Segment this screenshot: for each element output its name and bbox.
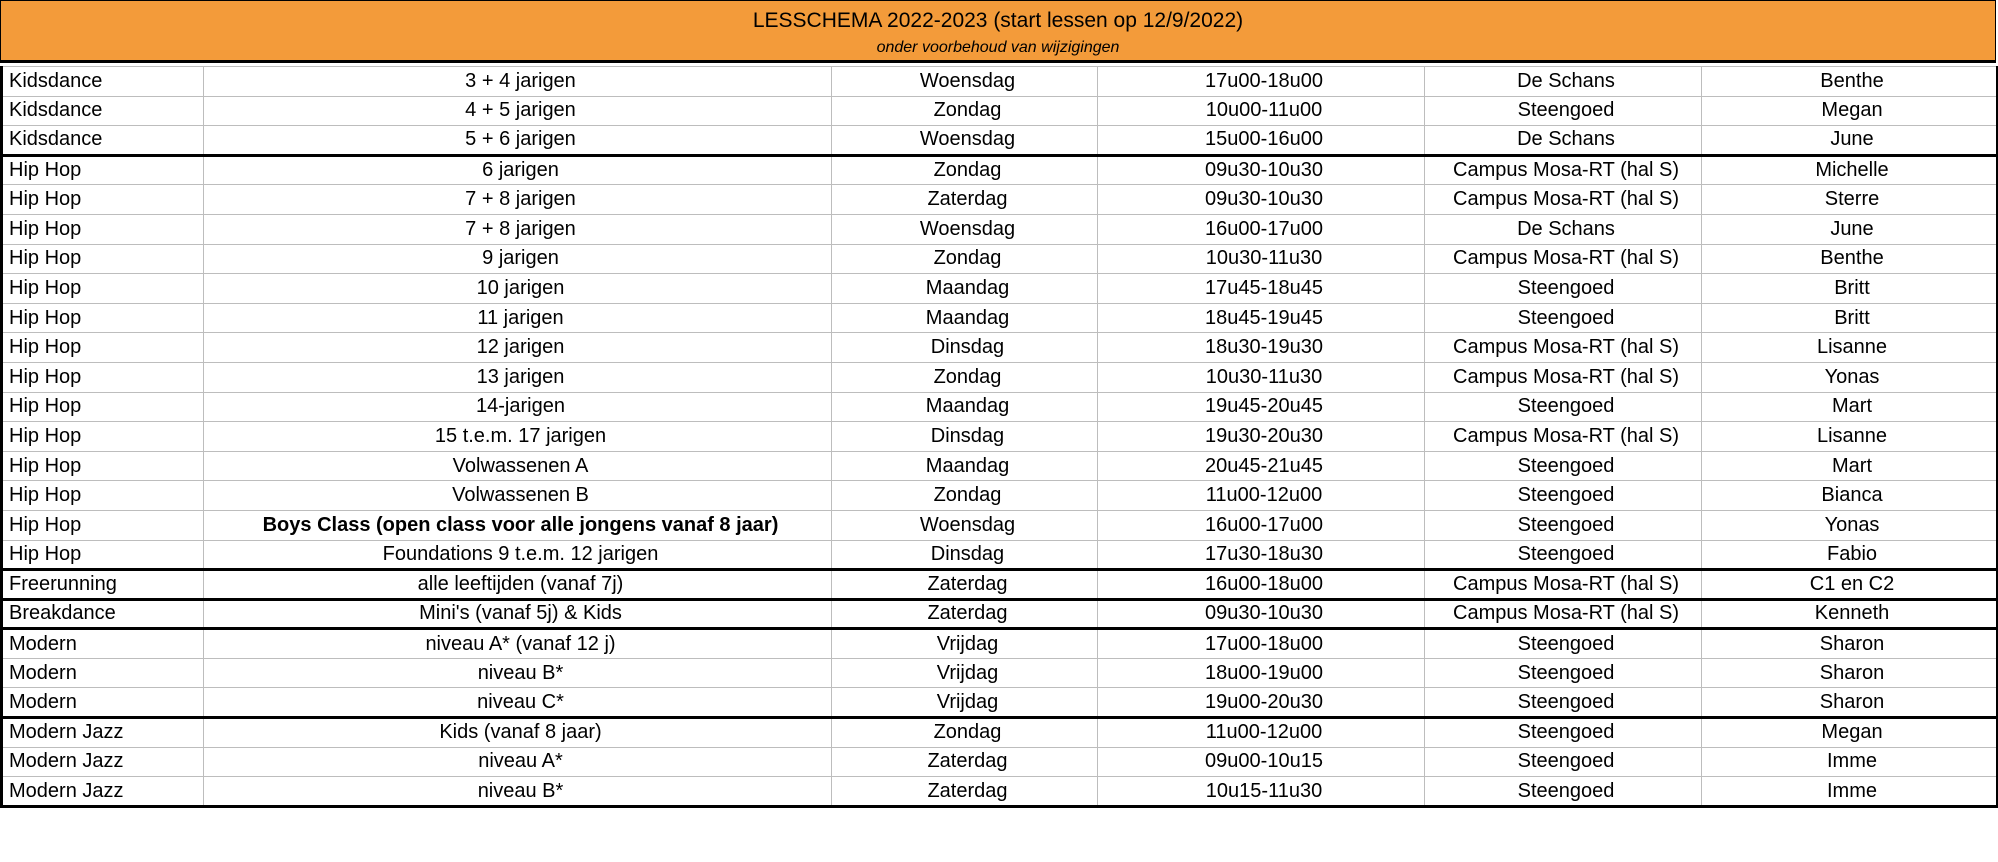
cell-day[interactable]: Woensdag — [832, 510, 1098, 540]
cell-time[interactable]: 10u30-11u30 — [1098, 362, 1425, 392]
table-row — [2, 244, 1998, 274]
cell-time[interactable]: 17u30-18u30 — [1098, 540, 1425, 570]
cell-location[interactable]: Campus Mosa-RT (hal S) — [1425, 333, 1702, 363]
cell-style[interactable]: Modern — [2, 658, 204, 688]
cell-group[interactable]: 10 jarigen — [204, 274, 832, 304]
cell-group[interactable]: Volwassenen A — [204, 451, 832, 481]
cell-teacher[interactable]: Megan — [1702, 718, 1998, 748]
cell-teacher[interactable]: Fabio — [1702, 540, 1998, 570]
cell-location[interactable]: Steengoed — [1425, 688, 1702, 718]
cell-time[interactable]: 11u00-12u00 — [1098, 718, 1425, 748]
cell-location[interactable]: Steengoed — [1425, 96, 1702, 126]
cell-time[interactable]: 18u30-19u30 — [1098, 333, 1425, 363]
cell-day[interactable]: Maandag — [832, 392, 1098, 422]
cell-day[interactable]: Zondag — [832, 96, 1098, 126]
cell-style[interactable]: Kidsdance — [2, 126, 204, 156]
cell-teacher[interactable]: June — [1702, 126, 1998, 156]
table-row — [2, 422, 1998, 452]
cell-day[interactable]: Woensdag — [832, 67, 1098, 97]
schedule-title: LESSCHEMA 2022-2023 (start lessen op 12/9/2022) — [752, 9, 1244, 32]
cell-teacher[interactable]: Britt — [1702, 303, 1998, 333]
table-row — [2, 658, 1998, 688]
cell-group[interactable]: Kids (vanaf 8 jaar) — [204, 718, 832, 748]
cell-group[interactable]: 7 + 8 jarigen — [204, 214, 832, 244]
cell-teacher[interactable]: Megan — [1702, 96, 1998, 126]
cell-location[interactable]: Steengoed — [1425, 274, 1702, 304]
cell-day[interactable]: Vrijdag — [832, 629, 1098, 659]
cell-location[interactable]: Campus Mosa-RT (hal S) — [1425, 185, 1702, 215]
cell-day[interactable]: Dinsdag — [832, 333, 1098, 363]
table-row — [2, 540, 1998, 570]
cell-time[interactable]: 09u30-10u30 — [1098, 185, 1425, 215]
cell-day[interactable]: Maandag — [832, 274, 1098, 304]
cell-style[interactable]: Hip Hop — [2, 540, 204, 570]
cell-style[interactable]: Hip Hop — [2, 214, 204, 244]
cell-style[interactable]: Hip Hop — [2, 185, 204, 215]
cell-group[interactable]: niveau B* — [204, 777, 832, 807]
cell-location[interactable]: Campus Mosa-RT (hal S) — [1425, 155, 1702, 185]
table-row — [2, 510, 1998, 540]
cell-time[interactable]: 10u30-11u30 — [1098, 244, 1425, 274]
table-row — [2, 629, 1998, 659]
table-row — [2, 155, 1998, 185]
cell-location[interactable]: Campus Mosa-RT (hal S) — [1425, 244, 1702, 274]
cell-teacher[interactable]: Lisanne — [1702, 422, 1998, 452]
cell-group[interactable]: 7 + 8 jarigen — [204, 185, 832, 215]
cell-group[interactable]: 13 jarigen — [204, 362, 832, 392]
cell-teacher[interactable]: Sharon — [1702, 658, 1998, 688]
cell-teacher[interactable]: Sharon — [1702, 629, 1998, 659]
cell-time[interactable]: 16u00-18u00 — [1098, 570, 1425, 600]
cell-style[interactable]: Modern Jazz — [2, 747, 204, 777]
schedule-table — [0, 66, 1998, 808]
cell-style[interactable]: Freerunning — [2, 570, 204, 600]
cell-day[interactable]: Woensdag — [832, 214, 1098, 244]
table-row — [2, 67, 1998, 97]
cell-day[interactable]: Zondag — [832, 362, 1098, 392]
cell-day[interactable]: Zaterdag — [832, 777, 1098, 807]
table-row — [2, 747, 1998, 777]
table-row — [2, 777, 1998, 807]
schedule-header[interactable] — [0, 0, 1996, 63]
cell-time[interactable]: 16u00-17u00 — [1098, 510, 1425, 540]
cell-location[interactable]: Steengoed — [1425, 658, 1702, 688]
cell-time[interactable]: 20u45-21u45 — [1098, 451, 1425, 481]
cell-location[interactable]: Steengoed — [1425, 747, 1702, 777]
cell-teacher[interactable]: Mart — [1702, 451, 1998, 481]
cell-location[interactable]: Steengoed — [1425, 303, 1702, 333]
cell-group[interactable]: alle leeftijden (vanaf 7j) — [204, 570, 832, 600]
schedule-subtitle: onder voorbehoud van wijzigingen — [876, 39, 1120, 56]
cell-time[interactable]: 19u45-20u45 — [1098, 392, 1425, 422]
cell-time[interactable]: 11u00-12u00 — [1098, 481, 1425, 511]
cell-style[interactable]: Hip Hop — [2, 244, 204, 274]
cell-style[interactable]: Hip Hop — [2, 510, 204, 540]
table-row — [2, 718, 1998, 748]
cell-teacher[interactable]: Yonas — [1702, 362, 1998, 392]
cell-day[interactable]: Vrijdag — [832, 658, 1098, 688]
cell-style[interactable]: Hip Hop — [2, 274, 204, 304]
cell-location[interactable]: De Schans — [1425, 126, 1702, 156]
cell-group[interactable]: 5 + 6 jarigen — [204, 126, 832, 156]
cell-time[interactable]: 19u30-20u30 — [1098, 422, 1425, 452]
cell-day[interactable]: Vrijdag — [832, 688, 1098, 718]
cell-day[interactable]: Dinsdag — [832, 422, 1098, 452]
cell-teacher[interactable]: Kenneth — [1702, 599, 1998, 629]
cell-group[interactable]: 11 jarigen — [204, 303, 832, 333]
cell-time[interactable]: 17u00-18u00 — [1098, 67, 1425, 97]
cell-location[interactable]: Campus Mosa-RT (hal S) — [1425, 570, 1702, 600]
cell-time[interactable]: 09u30-10u30 — [1098, 599, 1425, 629]
cell-teacher[interactable]: Mart — [1702, 392, 1998, 422]
table-row — [2, 688, 1998, 718]
cell-style[interactable]: Kidsdance — [2, 96, 204, 126]
cell-time[interactable]: 18u00-19u00 — [1098, 658, 1425, 688]
cell-day[interactable]: Zondag — [832, 155, 1098, 185]
cell-style[interactable]: Modern Jazz — [2, 718, 204, 748]
cell-location[interactable]: Steengoed — [1425, 777, 1702, 807]
cell-location[interactable]: Steengoed — [1425, 481, 1702, 511]
cell-day[interactable]: Zondag — [832, 718, 1098, 748]
cell-group[interactable]: Boys Class (open class voor alle jongens vanaf 8 jaar) — [204, 510, 832, 540]
cell-location[interactable]: Steengoed — [1425, 718, 1702, 748]
cell-group[interactable]: Volwassenen B — [204, 481, 832, 511]
cell-location[interactable]: Steengoed — [1425, 451, 1702, 481]
cell-location[interactable]: Steengoed — [1425, 392, 1702, 422]
cell-location[interactable]: Steengoed — [1425, 510, 1702, 540]
cell-teacher[interactable]: June — [1702, 214, 1998, 244]
cell-style[interactable]: Hip Hop — [2, 333, 204, 363]
cell-day[interactable]: Maandag — [832, 303, 1098, 333]
cell-group[interactable]: 9 jarigen — [204, 244, 832, 274]
cell-style[interactable]: Modern — [2, 688, 204, 718]
table-row — [2, 214, 1998, 244]
cell-group[interactable]: 15 t.e.m. 17 jarigen — [204, 422, 832, 452]
cell-teacher[interactable]: Britt — [1702, 274, 1998, 304]
cell-style[interactable]: Hip Hop — [2, 481, 204, 511]
cell-style[interactable]: Modern — [2, 629, 204, 659]
cell-style[interactable]: Hip Hop — [2, 451, 204, 481]
cell-group[interactable]: Mini's (vanaf 5j) & Kids — [204, 599, 832, 629]
cell-day[interactable]: Woensdag — [832, 126, 1098, 156]
cell-group[interactable]: 6 jarigen — [204, 155, 832, 185]
cell-day[interactable]: Zaterdag — [832, 599, 1098, 629]
cell-style[interactable]: Hip Hop — [2, 362, 204, 392]
table-row — [2, 303, 1998, 333]
cell-day[interactable]: Zaterdag — [832, 747, 1098, 777]
cell-group[interactable]: niveau A* (vanaf 12 j) — [204, 629, 832, 659]
cell-day[interactable]: Zondag — [832, 481, 1098, 511]
cell-group[interactable]: niveau C* — [204, 688, 832, 718]
cell-time[interactable]: 19u00-20u30 — [1098, 688, 1425, 718]
cell-time[interactable]: 15u00-16u00 — [1098, 126, 1425, 156]
cell-style[interactable]: Hip Hop — [2, 303, 204, 333]
table-row — [2, 333, 1998, 363]
cell-teacher[interactable]: Michelle — [1702, 155, 1998, 185]
schedule-rows — [2, 67, 1998, 807]
cell-location[interactable]: Campus Mosa-RT (hal S) — [1425, 599, 1702, 629]
table-row — [2, 481, 1998, 511]
cell-teacher[interactable]: Imme — [1702, 777, 1998, 807]
cell-time[interactable]: 17u00-18u00 — [1098, 629, 1425, 659]
cell-teacher[interactable]: Benthe — [1702, 67, 1998, 97]
table-row — [2, 451, 1998, 481]
cell-teacher[interactable]: Sterre — [1702, 185, 1998, 215]
cell-teacher[interactable]: Bianca — [1702, 481, 1998, 511]
cell-teacher[interactable]: Benthe — [1702, 244, 1998, 274]
cell-location[interactable]: Campus Mosa-RT (hal S) — [1425, 362, 1702, 392]
table-row — [2, 126, 1998, 156]
cell-group[interactable]: 12 jarigen — [204, 333, 832, 363]
cell-style[interactable]: Hip Hop — [2, 392, 204, 422]
cell-group[interactable]: 3 + 4 jarigen — [204, 67, 832, 97]
cell-day[interactable]: Maandag — [832, 451, 1098, 481]
cell-group[interactable]: 14-jarigen — [204, 392, 832, 422]
cell-group[interactable]: niveau A* — [204, 747, 832, 777]
cell-teacher[interactable]: Yonas — [1702, 510, 1998, 540]
cell-teacher[interactable]: Imme — [1702, 747, 1998, 777]
cell-time[interactable]: 09u30-10u30 — [1098, 155, 1425, 185]
cell-group[interactable]: niveau B* — [204, 658, 832, 688]
cell-time[interactable]: 10u15-11u30 — [1098, 777, 1425, 807]
cell-location[interactable]: De Schans — [1425, 67, 1702, 97]
cell-location[interactable]: De Schans — [1425, 214, 1702, 244]
cell-style[interactable]: Breakdance — [2, 599, 204, 629]
cell-day[interactable]: Dinsdag — [832, 540, 1098, 570]
cell-time[interactable]: 18u45-19u45 — [1098, 303, 1425, 333]
cell-time[interactable]: 16u00-17u00 — [1098, 214, 1425, 244]
cell-day[interactable]: Zaterdag — [832, 570, 1098, 600]
cell-day[interactable]: Zondag — [832, 244, 1098, 274]
table-row — [2, 570, 1998, 600]
cell-time[interactable]: 17u45-18u45 — [1098, 274, 1425, 304]
cell-style[interactable]: Hip Hop — [2, 422, 204, 452]
table-row — [2, 185, 1998, 215]
table-row — [2, 599, 1998, 629]
table-row — [2, 96, 1998, 126]
cell-day[interactable]: Zaterdag — [832, 185, 1098, 215]
cell-location[interactable]: Campus Mosa-RT (hal S) — [1425, 422, 1702, 452]
cell-location[interactable]: Steengoed — [1425, 629, 1702, 659]
cell-location[interactable]: Steengoed — [1425, 540, 1702, 570]
cell-style[interactable]: Kidsdance — [2, 67, 204, 97]
cell-teacher[interactable]: Sharon — [1702, 688, 1998, 718]
cell-time[interactable]: 09u00-10u15 — [1098, 747, 1425, 777]
cell-group[interactable]: Foundations 9 t.e.m. 12 jarigen — [204, 540, 832, 570]
table-row — [2, 392, 1998, 422]
cell-style[interactable]: Hip Hop — [2, 155, 204, 185]
table-row — [2, 362, 1998, 392]
cell-teacher[interactable]: C1 en C2 — [1702, 570, 1998, 600]
cell-time[interactable]: 10u00-11u00 — [1098, 96, 1425, 126]
cell-teacher[interactable]: Lisanne — [1702, 333, 1998, 363]
cell-style[interactable]: Modern Jazz — [2, 777, 204, 807]
cell-group[interactable]: 4 + 5 jarigen — [204, 96, 832, 126]
table-row — [2, 274, 1998, 304]
